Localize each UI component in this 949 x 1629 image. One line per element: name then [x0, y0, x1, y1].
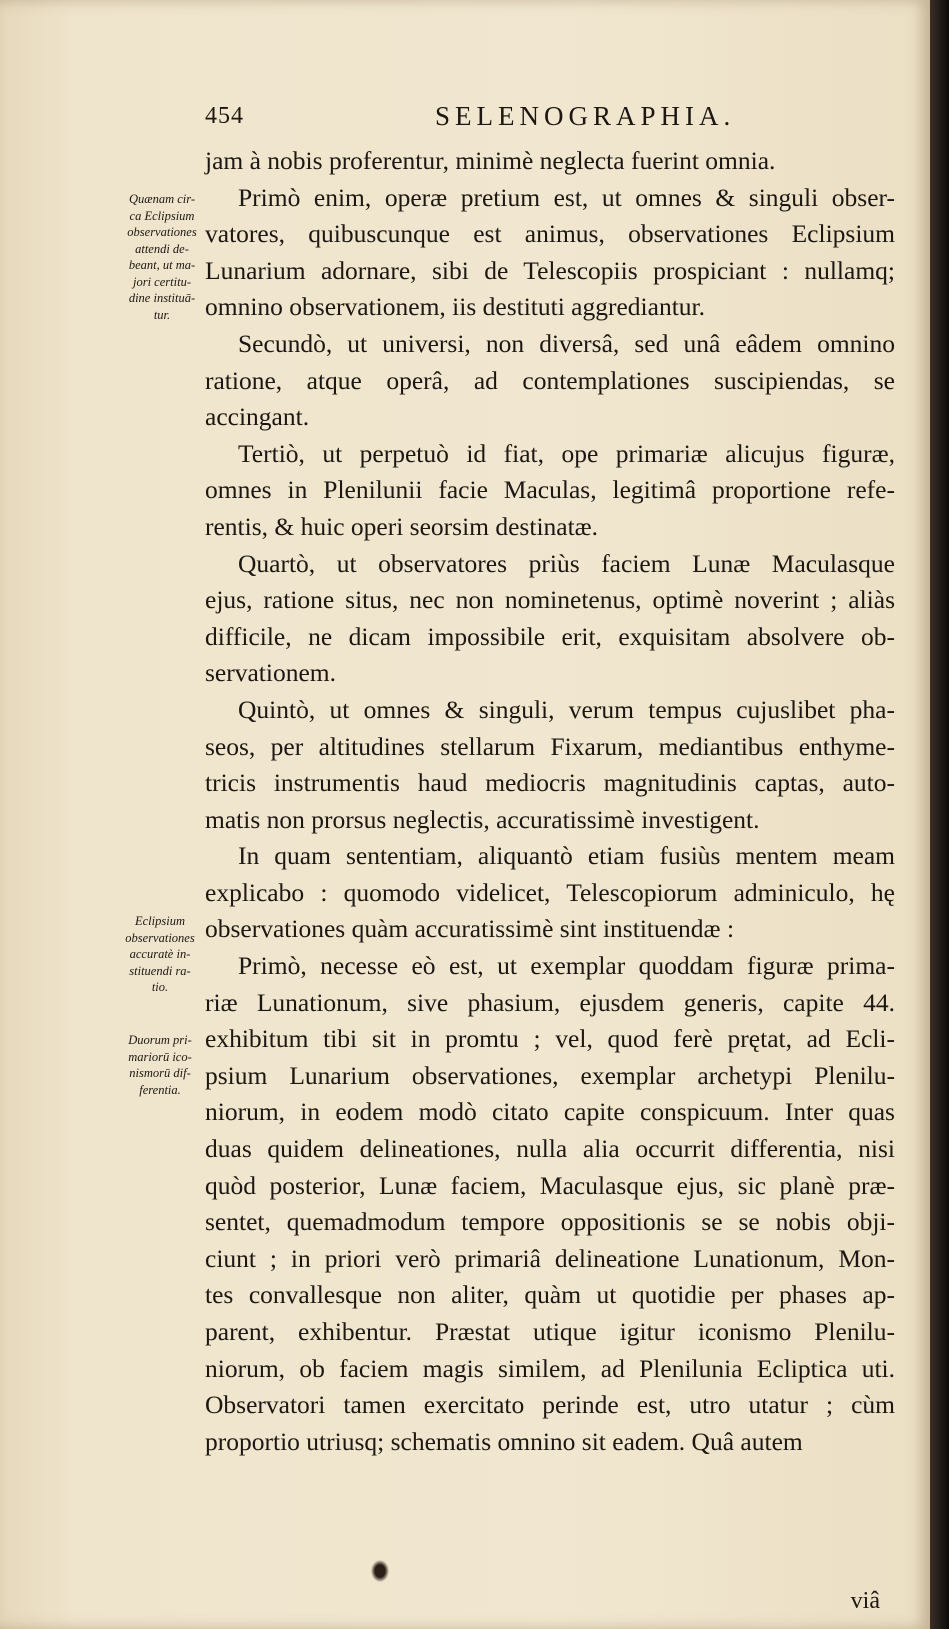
body-line: difficile, ne dicam impossibile erit, exquisitam absolvere ob-: [205, 621, 895, 651]
body-line: duas quidem delineationes, nulla alia occurrit differentia, nisi: [205, 1134, 895, 1164]
body-line: niorum, ob faciem magis similem, ad Plenilunia Ecliptica uti.: [205, 1353, 895, 1383]
marginal-note-1: [114, 191, 210, 323]
body-line: observationes quàm accuratissimè sint instituendæ :: [205, 914, 735, 944]
page-header: [205, 103, 885, 143]
body-line: Quintò, ut omnes & singuli, verum tempus cujuslibet pha-: [238, 694, 895, 724]
body-line: Secundò, ut universi, non diversâ, sed unâ eâdem omnino: [238, 328, 895, 358]
body-line: niorum, in eodem modò citato capite conspicuum. Inter quas: [205, 1097, 895, 1127]
body-line: Tertiò, ut perpetuò id fiat, ope primariæ alicujus figuræ,: [238, 438, 895, 468]
marginal-note-line: mariorū ico-: [128, 1049, 192, 1064]
marginal-note-line: ca Eclipsium: [129, 208, 195, 223]
body-line: Primò enim, operæ pretium est, ut omnes & singuli obser-: [238, 182, 895, 212]
ink-blot: [371, 1560, 389, 1582]
running-head: SELENOGRAPHIA.: [435, 101, 736, 131]
marginal-note-line: jori certitu-: [133, 274, 191, 289]
body-line: accingant.: [205, 402, 310, 432]
body-line: omnes in Plenilunii facie Maculas, legitimâ proportione refe-: [205, 475, 895, 505]
body-line: jam à nobis proferentur, minimè neglecta fuerint omnia.: [205, 146, 776, 175]
marginal-note-line: tio.: [151, 980, 169, 994]
page-number: 454: [205, 103, 244, 129]
body-line: tricis instrumentis haud mediocris magnitudinis captas, auto-: [205, 768, 895, 798]
body-line: tes convallesque non aliter, quàm ut quotidie per phases ap-: [205, 1280, 895, 1310]
body-line: seos, per altitudines stellarum Fixarum, mediantibus enthyme-: [205, 731, 895, 761]
marginal-note-line: observationes: [125, 930, 195, 945]
body-line: psium Lunarium observationes, exemplar archetypi Plenilu-: [205, 1060, 895, 1090]
body-line: Lunarium adornare, sibi de Telescopiis prospiciant : nullamq;: [205, 255, 895, 285]
marginal-note-line: tur.: [153, 307, 171, 322]
body-line: ejus, ratione situs, nec non nominetenus, optimè noverint ; aliàs: [205, 585, 895, 615]
body-line: riæ Lunationum, sive phasium, ejusdem generis, capite 44.: [205, 987, 895, 1017]
marginal-note-line: attendi de-: [135, 241, 189, 256]
marginal-note-2: [112, 913, 208, 996]
body-line: sentet, quemadmodum tempore oppositionis se se nobis obji-: [205, 1207, 895, 1237]
marginal-note-line: beant, ut ma-: [128, 258, 196, 272]
marginal-note-line: stituendi ra-: [129, 963, 191, 978]
body-line: Quartò, ut observatores priùs faciem Lunæ Maculasque: [238, 548, 895, 578]
catchword: viâ: [850, 1588, 880, 1614]
body-line: vatores, quibuscunque est animus, observationes Eclipsium: [205, 219, 895, 249]
body-line: proportio utriusq; schematis omnino sit eadem. Quâ autem: [205, 1426, 803, 1456]
body-line: ciunt ; in priori verò primariâ delineatione Lunationum, Mon-: [205, 1243, 895, 1273]
body-line: quòd posterior, Lunæ faciem, Maculasque ejus, sic planè præ-: [205, 1170, 895, 1200]
body-line: Observatori tamen exercitato perinde est, utro utatur ; cùm: [205, 1390, 895, 1420]
body-text: [205, 143, 895, 1460]
marginal-note-line: Eclipsium: [135, 914, 185, 928]
marginal-note-line: accuratè in-: [129, 947, 191, 961]
body-line: servationem.: [205, 658, 336, 688]
marginal-note-line: observationes: [127, 225, 197, 239]
body-line: ratione, atque operâ, ad contemplationes suscipiendas, se: [205, 365, 895, 395]
body-line: matis non prorsus neglectis, accuratissimè investigent.: [205, 804, 760, 834]
marginal-note-line: dine instituā-: [128, 291, 196, 305]
marginal-note-3: [112, 1032, 208, 1098]
marginal-note-line: Duorum pri-: [128, 1033, 192, 1047]
marginal-note-line: nismorū dif-: [129, 1066, 191, 1080]
marginal-note-line: ferentia.: [139, 1082, 181, 1097]
body-line: exhibitum tibi sit in promtu ; vel, quod ferè prętat, ad Ecli-: [205, 1024, 895, 1054]
body-line: explicabo : quomodo videlicet, Telescopiorum adminiculo, hę: [205, 877, 895, 907]
body-line: Primò, necesse eò est, ut exemplar quoddam figuræ prima-: [238, 951, 895, 981]
body-line: rentis, & huic operi seorsim destinatæ.: [205, 511, 599, 541]
body-line: parent, exhibentur. Præstat utique igitur iconismo Plenilu-: [205, 1317, 895, 1346]
body-line: omnino observationem, iis destituti aggrediantur.: [205, 292, 706, 322]
page-edge-shadow: [930, 0, 949, 1629]
marginal-note-line: Quænam cir-: [128, 192, 196, 206]
body-line: In quam sententiam, aliquantò etiam fusiùs mentem meam: [238, 841, 895, 871]
